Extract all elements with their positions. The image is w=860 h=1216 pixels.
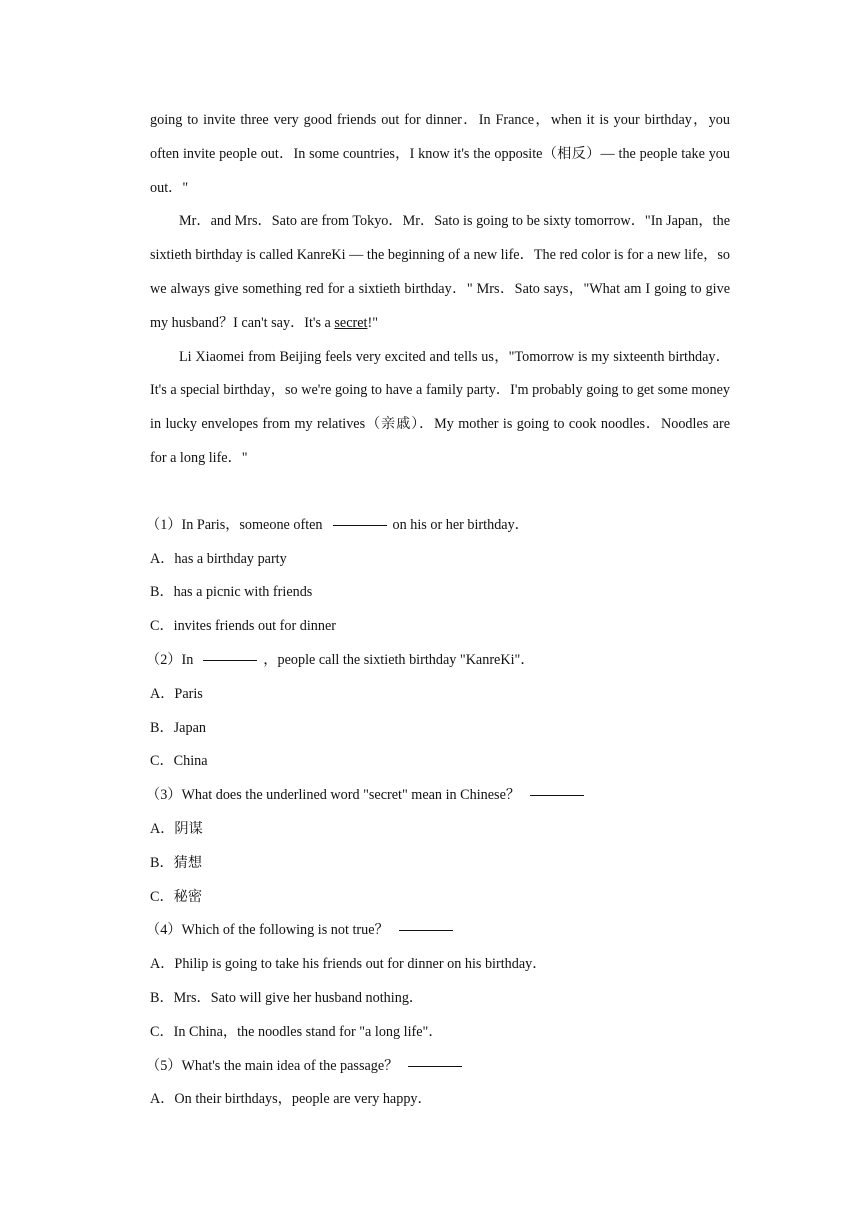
question-4-option-a: A．Philip is going to take his friends out for dinner on his birthday． (150, 956, 547, 973)
question-1-option-b: B．has a picnic with friends (150, 584, 313, 601)
question-3-stem (146, 779, 730, 813)
question-1-option-c: C．invites friends out for dinner (150, 618, 336, 635)
question-5-option-a: A．On their birthdays，people are very happy． (150, 1091, 432, 1108)
question-2-stem (146, 644, 730, 678)
question-2-text-end: ，people call the sixtieth birthday "KanreKi"． (263, 651, 535, 668)
question-3-option-b: B．猜想 (150, 854, 203, 871)
spacer (150, 476, 730, 509)
question-5-text: （5）What's the main idea of the passage？ (146, 1057, 399, 1074)
underlined-word-secret: secret (334, 314, 368, 331)
question-2-option-a: A．Paris (150, 685, 203, 702)
answer-blank (203, 659, 257, 661)
question-3-option-a: A．阴谋 (150, 820, 203, 837)
question-4-option-b: B．Mrs．Sato will give her husband nothing． (150, 989, 424, 1006)
question-4-text: （4）Which of the following is not true？ (146, 922, 389, 939)
question-2-option-c: C．China (150, 753, 208, 770)
question-3-option-c: C．秘密 (150, 888, 203, 905)
passage-paragraph-2 (150, 205, 730, 340)
question-2-text: （2）In (146, 651, 194, 668)
answer-blank (399, 929, 453, 931)
question-1-text-end: on his or her birthday． (392, 516, 529, 533)
passage-paragraph-3: Li Xiaomei from Beijing feels very excited and tells us，"Tomorrow is my sixteenth birthday．It's a special birthday，so we're going to have a family party．I'm probably going to get some money in lucky envelopes from my relatives（亲戚）．My mother is going to cook noodles．Noodles are for a long life．" (150, 348, 730, 466)
question-1-option-a: A．has a birthday party (150, 550, 287, 567)
paragraph-2-text: Mr．and Mrs．Sato are from Tokyo．Mr．Sato is going to be sixty tomorrow．"In Japan，the sixtieth birthday is called KanreKi — the beginning of a new life．The red color is for a new life，so we always give something red for a sixtieth birthday．" Mrs．Sato says，"What am I going to give my husband？I can't say．It's a (150, 213, 730, 331)
passage-paragraph-1: going to invite three very good friends out for dinner．In France，when it is your birthday，you often invite people out．In some countries，I know it's the opposite（相反）— the people take you out．" (150, 112, 730, 196)
question-3-text: （3）What does the underlined word "secret" mean in Chinese？ (146, 787, 521, 804)
document-page (146, 104, 730, 1117)
question-4-stem (146, 914, 730, 948)
question-1-text: （1）In Paris，someone often (146, 516, 323, 533)
question-2-option-b: B．Japan (150, 719, 206, 736)
answer-blank (333, 524, 387, 526)
question-5-stem (146, 1050, 730, 1084)
question-1-stem (146, 509, 730, 543)
question-4-option-c: C．In China，the noodles stand for "a long life"． (150, 1023, 443, 1040)
answer-blank (530, 794, 584, 796)
answer-blank (408, 1065, 462, 1067)
paragraph-2-end: !" (367, 314, 379, 331)
